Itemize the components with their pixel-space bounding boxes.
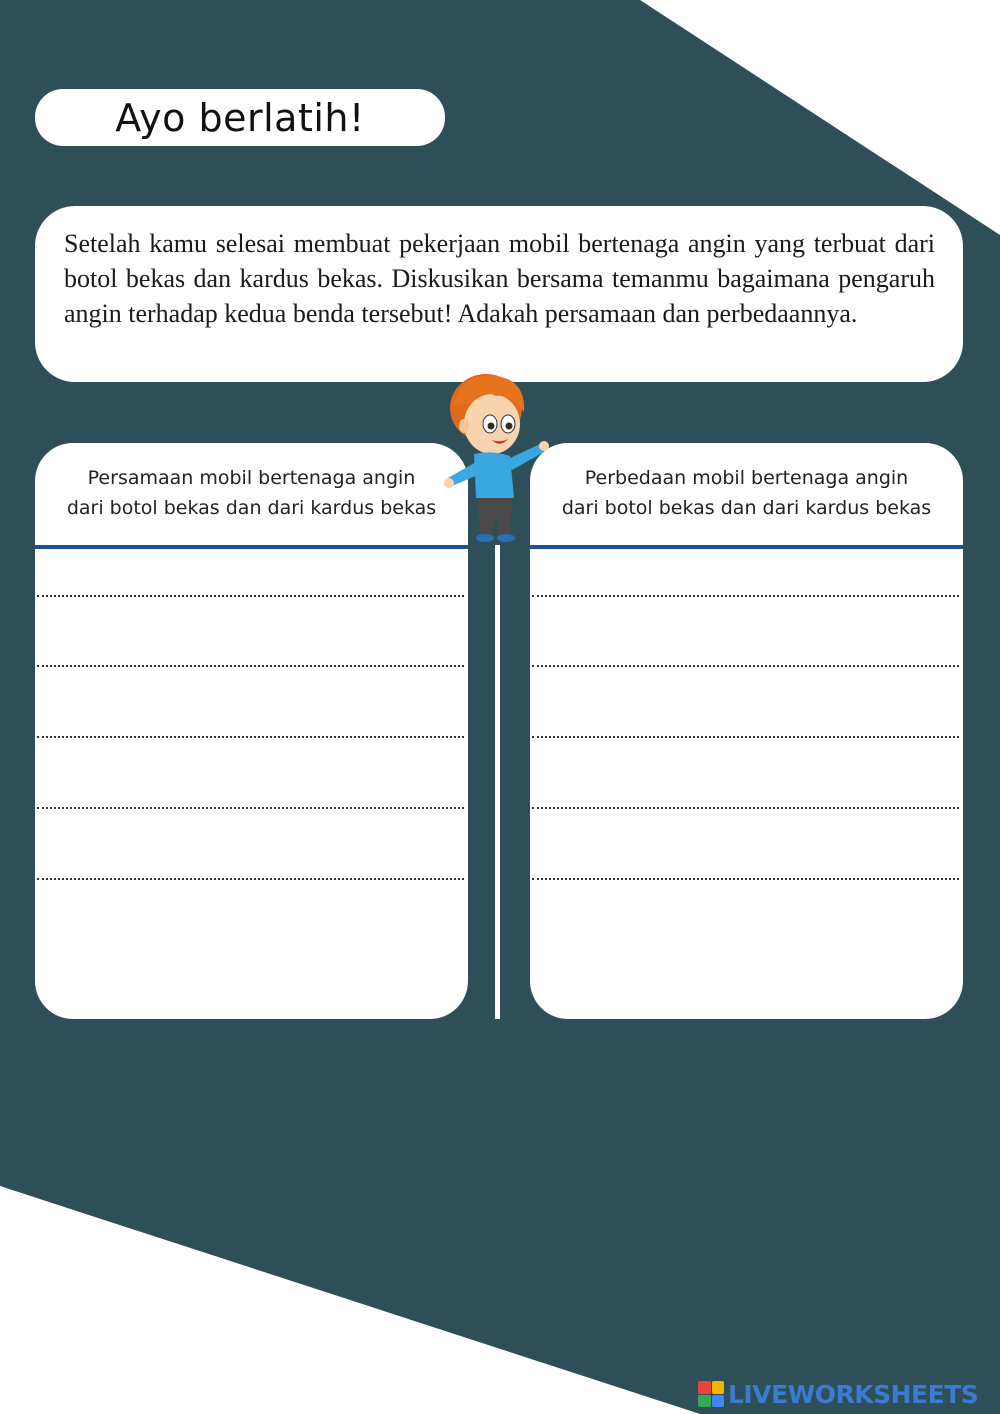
answer-line-3[interactable] [532, 736, 959, 738]
answer-line-1[interactable] [532, 595, 959, 597]
watermark [698, 1378, 978, 1410]
title-pill [35, 89, 445, 146]
answer-line-3[interactable] [37, 736, 464, 738]
heading-rule [530, 545, 963, 549]
similarities-panel [35, 443, 468, 1019]
page-title: Ayo berlatih! [115, 95, 365, 140]
similarities-heading [35, 463, 468, 523]
similarities-heading-line2: dari botol bekas dan dari kardus bekas [66, 497, 437, 519]
instruction-text: Setelah kamu selesai membuat pekerjaan mobil bertenaga angin yang terbuat dari botol bekas dan kardus bekas. Diskusikan bersama temanmu bagaimana pengaruh angin terhadap kedua benda tersebut! Adakah persamaan dan perbedaannya. [64, 229, 935, 328]
watermark-text: LIVEWORKSHEETS [728, 1379, 979, 1409]
center-divider [495, 545, 500, 1019]
answer-line-5[interactable] [532, 878, 959, 880]
answer-line-2[interactable] [532, 665, 959, 667]
differences-heading [530, 463, 963, 523]
differences-heading-line2: dari botol bekas dan dari kardus bekas [561, 497, 932, 519]
answer-line-4[interactable] [37, 807, 464, 809]
instruction-box [35, 206, 963, 382]
differences-heading-line1: Perbedaan mobil bertenaga angin [584, 467, 909, 489]
answer-line-2[interactable] [37, 665, 464, 667]
answer-line-1[interactable] [37, 595, 464, 597]
answer-line-4[interactable] [532, 807, 959, 809]
answer-line-5[interactable] [37, 878, 464, 880]
differences-panel [530, 443, 963, 1019]
similarities-heading-line1: Persamaan mobil bertenaga angin [87, 467, 416, 489]
liveworksheets-logo-icon [698, 1381, 724, 1407]
heading-rule [35, 545, 468, 549]
pointing-boy-icon [440, 366, 550, 546]
